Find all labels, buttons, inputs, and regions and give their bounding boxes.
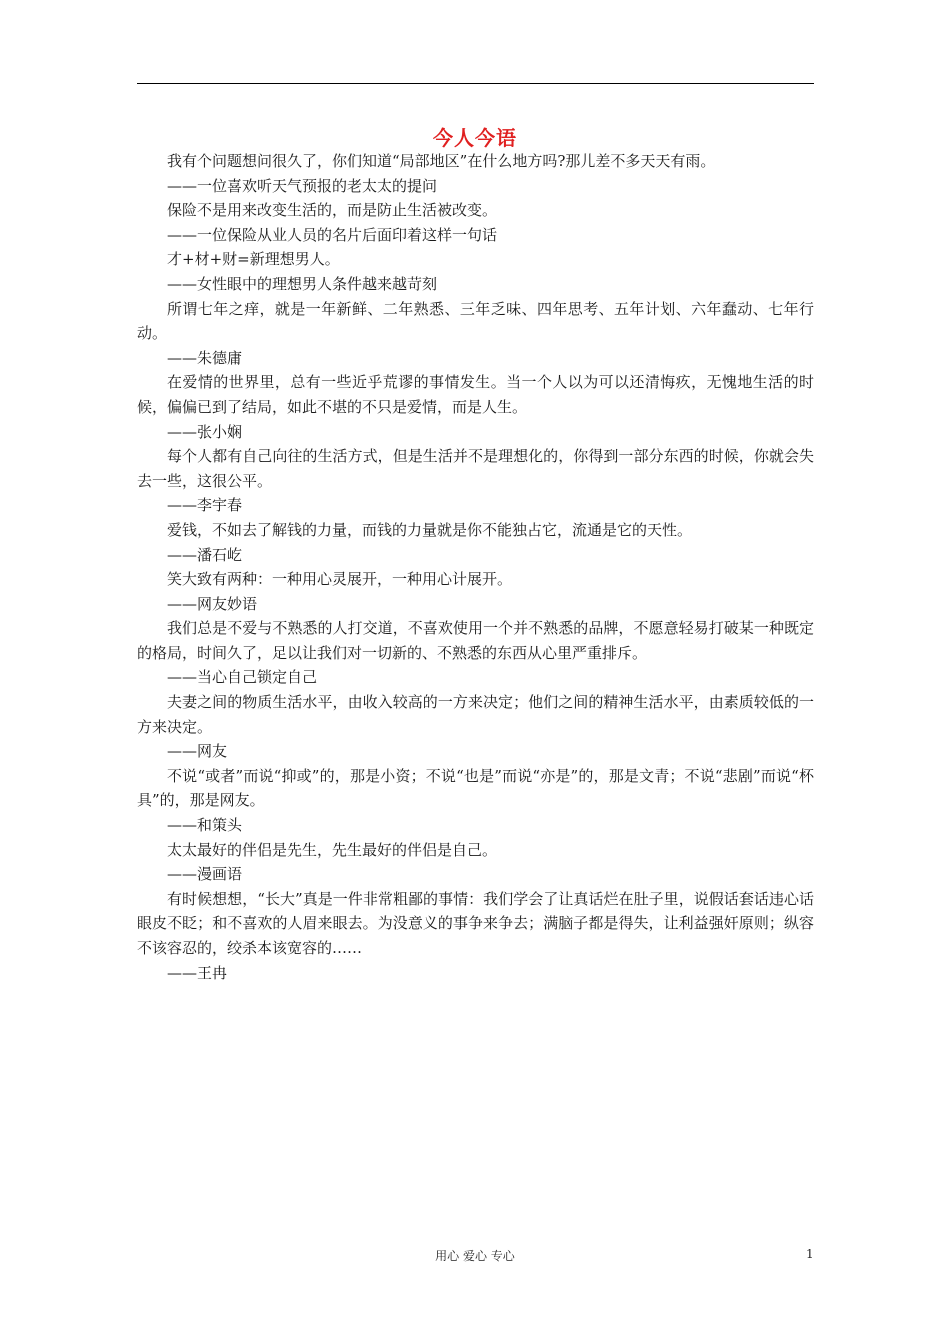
attribution: ——张小娴: [167, 422, 243, 441]
header-rule: [137, 83, 814, 84]
paragraph: 太太最好的伴侣是先生，先生最好的伴侣是自己。: [167, 840, 498, 859]
page-footer: 用心 爱心 专心: [435, 1249, 515, 1263]
paragraph: 我们总是不爱与不熟悉的人打交道，不喜欢使用一个并不熟悉的品牌，不愿意轻易打破某一种既定的格局，时间久了，足以让我们对一切新的、不熟悉的东西从心里严重排斥。: [137, 619, 814, 662]
paragraph: 保险不是用来改变生活的，而是防止生活被改变。: [167, 201, 498, 220]
attribution: ——潘石屹: [167, 545, 243, 564]
attribution: ——朱德庸: [167, 348, 243, 367]
paragraph: 所谓七年之痒，就是一年新鲜、二年熟悉、三年乏味、四年思考、五年计划、六年蠢动、七年行动。: [137, 299, 814, 343]
page-number: 1: [806, 1247, 814, 1261]
document-title: 今人今语: [433, 126, 517, 150]
attribution: ——一位保险从业人员的名片后面印着这样一句话: [167, 225, 498, 244]
document-body: [137, 149, 814, 985]
attribution: ——网友: [167, 742, 228, 761]
paragraph: 在爱情的世界里，总有一些近乎荒谬的事情发生。当一个人以为可以还清悔疚，无愧地生活的时候，偏偏已到了结局，如此不堪的不只是爱情，而是人生。: [137, 373, 814, 416]
attribution: ——一位喜欢听天气预报的老太太的提问: [167, 176, 438, 195]
attribution: ——李宇春: [167, 496, 243, 515]
paragraph: 笑大致有两种：一种用心灵展开，一种用心计展开。: [167, 570, 513, 589]
paragraph: 我有个问题想问很久了，你们知道“局部地区”在什么地方吗?那儿差不多天天有雨。: [167, 152, 716, 170]
attribution: ——王冉: [167, 963, 228, 982]
attribution: ——女性眼中的理想男人条件越来越苛刻: [167, 274, 438, 293]
paragraph: 不说“或者”而说“抑或”的，那是小资；不说“也是”而说“亦是”的，那是文青；不说“悲剧”而说“杯具”的，那是网友。: [137, 766, 814, 810]
paragraph: 每个人都有自己向往的生活方式，但是生活并不是理想化的，你得到一部分东西的时候，你就会失去一些，这很公平。: [137, 447, 814, 490]
attribution: ——网友妙语: [167, 594, 258, 613]
paragraph: 才+材+财=新理想男人。: [167, 250, 340, 269]
attribution: ——和策头: [167, 816, 243, 835]
attribution: ——当心自己锁定自己: [167, 668, 318, 687]
paragraph: 有时候想想，“长大”真是一件非常粗鄙的事情：我们学会了让真话烂在肚子里，说假话套话违心话眼皮不眨；和不喜欢的人眉来眼去。为没意义的事争来争去；满脑子都是得失，让利益强奸原则；纵容不该容忍的，绞杀本该宽容的……: [137, 889, 814, 957]
paragraph: 爱钱，不如去了解钱的力量，而钱的力量就是你不能独占它，流通是它的天性。: [167, 520, 693, 539]
paragraph: 夫妻之间的物质生活水平，由收入较高的一方来决定；他们之间的精神生活水平，由素质较低的一方来决定。: [137, 693, 814, 736]
attribution: ——漫画语: [167, 865, 243, 884]
